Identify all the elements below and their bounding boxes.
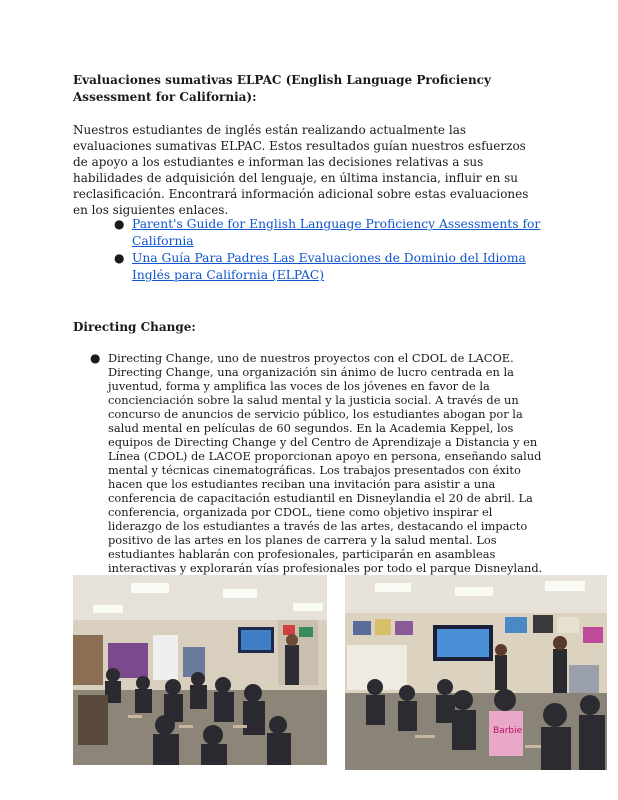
classroom-photo-left <box>73 575 327 765</box>
directing-change-bullet <box>90 351 546 575</box>
directing-change-text: Directing Change, uno de nuestros proyectos con el CDOL de LACOE. Directing Change, una organización sin ánimo de lucro centrada en la juventud, forma y amplifica las voces de los jóvenes en favor de la concienciación sobre la salud mental y la justicia social. A través de un concurso de anuncios de servicio público, los estudiantes abogan por la salud mental en películas de 60 segundos. En la Academia Keppel, los equipos de Directing Change y del Centro de Aprendizaje a Distancia y en Línea (CDOL) de LACOE proporcionan apoyo en persona, enseñando salud mental y técnicas cinematográficas. Los trabajos presentados con éxito hacen que los estudiantes reciban una invitación para asistir a una conferencia de capacitación estudiantil en Disneylandia el 20 de abril. La conferencia, organizada por CDOL, tiene como objetivo inspirar el liderazgo de los estudiantes a través de las artes, destacando el impacto positivo de las artes en los planes de carrera y la salud mental. Los estudiantes hablarán con profesionales, participarán en asambleas interactivas y explorarán vías profesionales por todo el parque Disneyland. <box>108 351 543 575</box>
elpac-heading: Evaluaciones sumativas ELPAC (English Language Proficiency Assessment for California): <box>73 73 491 104</box>
parents-guide-link[interactable]: Parent's Guide for English Language Proficiency Assessments for California <box>132 217 541 248</box>
bullet-icon: ● <box>114 217 125 231</box>
list-item <box>114 250 554 284</box>
list-item <box>114 216 554 250</box>
elpac-links-list <box>114 216 554 284</box>
shirt-text-right: Barbie <box>493 726 523 736</box>
bullet-icon: ● <box>114 251 125 265</box>
classroom-photo-right <box>345 575 607 770</box>
elpac-paragraph: Nuestros estudiantes de inglés están realizando actualmente las evaluaciones sumativas ELPAC. Estos resultados guían nuestros esfuerzos de apoyo a los estudiantes e informan las decisiones relativas a sus habilidades de adquisición del lenguaje, en última instancia, influir en su reclasificación. Encontrará información adicional sobre estas evaluaciones en los siguientes enlaces. <box>73 123 529 217</box>
bullet-icon: ● <box>90 351 101 365</box>
guia-padres-link[interactable]: Una Guía Para Padres Las Evaluaciones de Dominio del Idioma Inglés para California (ELPAC) <box>132 251 526 282</box>
directing-change-heading: Directing Change: <box>73 320 196 334</box>
